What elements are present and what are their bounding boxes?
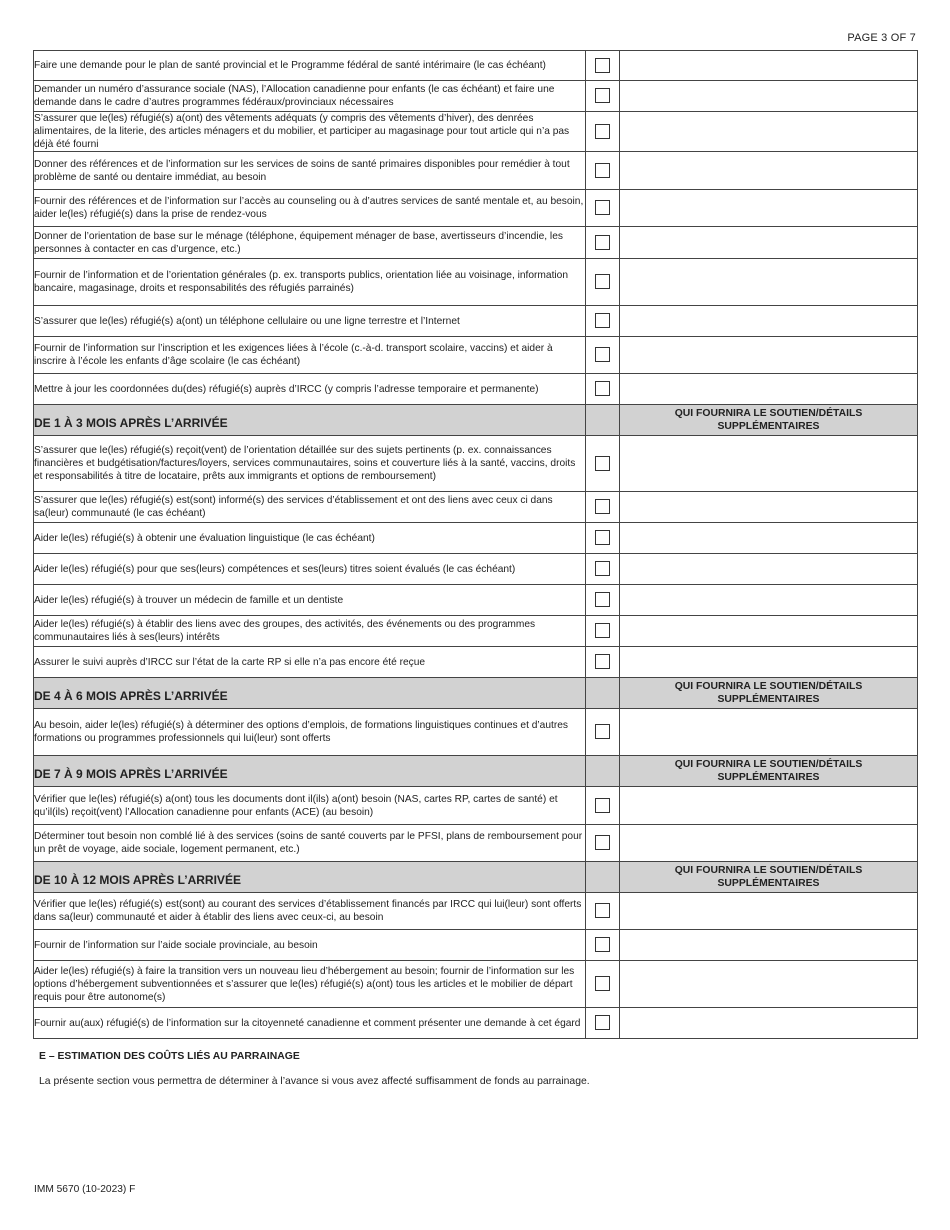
table-row: [34, 259, 918, 306]
task-text: Faire une demande pour le plan de santé provincial et le Programme fédéral de santé intérimaire (le cas échéant): [34, 51, 586, 81]
form-identifier: IMM 5670 (10-2023) F: [34, 1184, 136, 1195]
settlement-checklist-table: [33, 50, 918, 1039]
section-header-row: [34, 756, 918, 787]
section-header-row: [34, 678, 918, 709]
section-header-row: [34, 862, 918, 893]
task-text: Donner des références et de l’information sur les services de soins de santé primaires disponibles pour remédier à tout problème de santé ou dentaire immédiat, au besoin: [34, 152, 586, 190]
table-row: [34, 337, 918, 374]
table-row: [34, 585, 918, 616]
task-text: Au besoin, aider le(les) réfugié(s) à déterminer des options d’emplois, de formations linguistiques continues et d’autres formations ou programmes professionnels qui lui(leur) sont offerts: [34, 709, 586, 756]
table-row: [34, 81, 918, 112]
task-text: Vérifier que le(les) réfugié(s) est(sont) au courant des services d’établissement financés par IRCC qui lui(leur) sont offerts dans sa(leur) communauté et aider à établir des liens avec ceux-ci, au besoin: [34, 893, 586, 930]
table-row: [34, 112, 918, 152]
section-header-row: [34, 405, 918, 436]
support-details-cell[interactable]: [620, 647, 918, 678]
task-checkbox[interactable]: [595, 124, 610, 139]
section-title-7-9-months: DE 7 À 9 MOIS APRÈS L’ARRIVÉE: [34, 756, 586, 787]
task-checkbox[interactable]: [595, 530, 610, 545]
table-row: [34, 190, 918, 227]
support-details-cell[interactable]: [620, 306, 918, 337]
support-details-cell[interactable]: [620, 51, 918, 81]
section-title-1-3-months: DE 1 À 3 MOIS APRÈS L’ARRIVÉE: [34, 405, 586, 436]
task-checkbox[interactable]: [595, 903, 610, 918]
table-row: [34, 825, 918, 862]
support-details-cell[interactable]: [620, 825, 918, 862]
table-row: [34, 554, 918, 585]
support-details-cell[interactable]: [620, 523, 918, 554]
task-checkbox[interactable]: [595, 798, 610, 813]
task-text: Aider le(les) réfugié(s) à établir des liens avec des groupes, des activités, des événements ou des programmes communautaires liés à ses(leurs) intérêts: [34, 616, 586, 647]
table-row: [34, 930, 918, 961]
section-e-description: La présente section vous permettra de déterminer à l’avance si vous avez affecté suffisamment de fonds au parrainage.: [39, 1076, 590, 1087]
table-row: [34, 616, 918, 647]
table-row: [34, 374, 918, 405]
task-checkbox[interactable]: [595, 835, 610, 850]
task-checkbox[interactable]: [595, 592, 610, 607]
support-details-cell[interactable]: [620, 259, 918, 306]
task-text: Aider le(les) réfugié(s) à faire la transition vers un nouveau lieu d’hébergement au besoin; fournir de l’information sur les options d’hébergement subventionnées et s’assurer que le(les) réfugié(s) a(ont) tous les articles et le mobilier de départ requis pour être autonome(s): [34, 961, 586, 1008]
task-text: Demander un numéro d’assurance sociale (NAS), l’Allocation canadienne pour enfants (le cas échéant) et faire une demande dans le cadre d’autres programmes fédéraux/provinciaux nécessaires: [34, 81, 586, 112]
section-e-title: E – ESTIMATION DES COÛTS LIÉS AU PARRAINAGE: [39, 1051, 300, 1062]
support-details-cell[interactable]: [620, 930, 918, 961]
support-details-cell[interactable]: [620, 227, 918, 259]
table-row: [34, 787, 918, 825]
support-details-cell[interactable]: [620, 81, 918, 112]
table-row: [34, 893, 918, 930]
support-details-cell[interactable]: [620, 1008, 918, 1039]
support-column-header: QUI FOURNIRA LE SOUTIEN/DÉTAILS SUPPLÉMENTAIRES: [620, 405, 918, 436]
task-checkbox[interactable]: [595, 456, 610, 471]
task-checkbox[interactable]: [595, 623, 610, 638]
task-checkbox[interactable]: [595, 235, 610, 250]
task-text: S’assurer que le(les) réfugié(s) reçoit(vent) de l’orientation détaillée sur des sujets pertinents (p. ex. connaissances financières et budgétisation/factures/loyers, services communautaires, soins et couverture liés à la santé, vaccins, droits et responsabilités à titre de locataire, prêts aux immigrants et options de remboursement): [34, 436, 586, 492]
table-row: [34, 647, 918, 678]
task-text: S’assurer que le(les) réfugié(s) a(ont) des vêtements adéquats (y compris des vêtements d’hiver), des denrées alimentaires, de la literie, des articles ménagers et du mobilier, et participer au magasinage pour tout article qui n’a pas déjà été fourni: [34, 112, 586, 152]
support-details-cell[interactable]: [620, 190, 918, 227]
task-checkbox[interactable]: [595, 163, 610, 178]
support-details-cell[interactable]: [620, 337, 918, 374]
table-row: [34, 227, 918, 259]
support-details-cell[interactable]: [620, 374, 918, 405]
task-text: Aider le(les) réfugié(s) à trouver un médecin de famille et un dentiste: [34, 585, 586, 616]
section-title-10-12-months: DE 10 À 12 MOIS APRÈS L’ARRIVÉE: [34, 862, 586, 893]
support-details-cell[interactable]: [620, 492, 918, 523]
task-checkbox[interactable]: [595, 724, 610, 739]
support-details-cell[interactable]: [620, 585, 918, 616]
task-text: Fournir de l’information sur l’inscription et les exigences liées à l’école (c.-à-d. transport scolaire, vaccins) et aider à inscrire à l’école les enfants d’âge scolaire (le cas échéant): [34, 337, 586, 374]
task-checkbox[interactable]: [595, 381, 610, 396]
task-text: Déterminer tout besoin non comblé lié à des services (soins de santé couverts par le PFSI, plans de remboursement pour un prêt de voyage, aide sociale, logement permanent, etc.): [34, 825, 586, 862]
table-row: [34, 709, 918, 756]
task-checkbox[interactable]: [595, 347, 610, 362]
support-details-cell[interactable]: [620, 709, 918, 756]
table-row: [34, 306, 918, 337]
task-checkbox[interactable]: [595, 200, 610, 215]
task-text: Fournir de l’information sur l’aide sociale provinciale, au besoin: [34, 930, 586, 961]
task-text: Donner de l’orientation de base sur le ménage (téléphone, équipement ménager de base, avertisseurs d’incendie, les personnes à contacter en cas d’urgence, etc.): [34, 227, 586, 259]
task-checkbox[interactable]: [595, 313, 610, 328]
table-row: [34, 523, 918, 554]
task-checkbox[interactable]: [595, 499, 610, 514]
support-details-cell[interactable]: [620, 152, 918, 190]
support-details-cell[interactable]: [620, 961, 918, 1008]
task-checkbox[interactable]: [595, 88, 610, 103]
task-text: Assurer le suivi auprès d’IRCC sur l’état de la carte RP si elle n’a pas encore été reçue: [34, 647, 586, 678]
task-text: Aider le(les) réfugié(s) pour que ses(leurs) compétences et ses(leurs) titres soient évalués (le cas échéant): [34, 554, 586, 585]
task-checkbox[interactable]: [595, 937, 610, 952]
table-row: [34, 961, 918, 1008]
task-text: S’assurer que le(les) réfugié(s) est(sont) informé(s) des services d’établissement et ont des liens avec ceux ci dans sa(leur) communauté (le cas échéant): [34, 492, 586, 523]
table-row: [34, 152, 918, 190]
support-details-cell[interactable]: [620, 554, 918, 585]
task-text: Vérifier que le(les) réfugié(s) a(ont) tous les documents dont il(ils) a(ont) besoin (NAS, cartes RP, cartes de santé) et qu’il(ils) reçoit(vent) l’Allocation canadienne pour enfants (ACE) (au besoin): [34, 787, 586, 825]
page-number: PAGE 3 OF 7: [847, 32, 916, 44]
table-row: [34, 492, 918, 523]
support-details-cell[interactable]: [620, 112, 918, 152]
support-column-header: QUI FOURNIRA LE SOUTIEN/DÉTAILS SUPPLÉMENTAIRES: [620, 862, 918, 893]
task-text: Fournir au(aux) réfugié(s) de l’information sur la citoyenneté canadienne et comment présenter une demande à cet égard: [34, 1008, 586, 1039]
task-checkbox[interactable]: [595, 1015, 610, 1030]
support-details-cell[interactable]: [620, 787, 918, 825]
table-row: [34, 1008, 918, 1039]
table-row: [34, 436, 918, 492]
section-title-4-6-months: DE 4 À 6 MOIS APRÈS L’ARRIVÉE: [34, 678, 586, 709]
table-row: [34, 51, 918, 81]
task-text: Aider le(les) réfugié(s) à obtenir une évaluation linguistique (le cas échéant): [34, 523, 586, 554]
task-checkbox[interactable]: [595, 976, 610, 991]
support-column-header: QUI FOURNIRA LE SOUTIEN/DÉTAILS SUPPLÉMENTAIRES: [620, 678, 918, 709]
task-text: Fournir de l’information et de l’orientation générales (p. ex. transports publics, orientation liée au voisinage, information bancaire, magasinage, droits et responsabilités des réfugiés parrainés): [34, 259, 586, 306]
task-text: Mettre à jour les coordonnées du(des) réfugié(s) auprès d’IRCC (y compris l’adresse temporaire et permanente): [34, 374, 586, 405]
support-column-header: QUI FOURNIRA LE SOUTIEN/DÉTAILS SUPPLÉMENTAIRES: [620, 756, 918, 787]
task-text: S’assurer que le(les) réfugié(s) a(ont) un téléphone cellulaire ou une ligne terrestre et l’Internet: [34, 306, 586, 337]
support-details-cell[interactable]: [620, 616, 918, 647]
task-checkbox[interactable]: [595, 274, 610, 289]
support-details-cell[interactable]: [620, 436, 918, 492]
task-text: Fournir des références et de l’information sur l’accès au counseling ou à d’autres services de santé mentale et, au besoin, aider le(les) réfugié(s) dans la prise de rendez-vous: [34, 190, 586, 227]
support-details-cell[interactable]: [620, 893, 918, 930]
task-checkbox[interactable]: [595, 58, 610, 73]
task-checkbox[interactable]: [595, 561, 610, 576]
task-checkbox[interactable]: [595, 654, 610, 669]
